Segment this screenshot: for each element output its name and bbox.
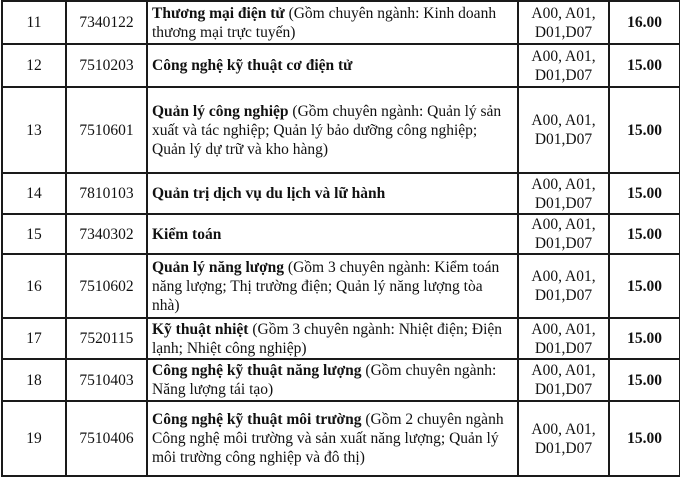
row-number: 17	[2, 318, 66, 359]
combo-line-1: A00, A01,	[531, 112, 596, 129]
major-code: 7510203	[66, 44, 147, 87]
table-row	[2, 44, 680, 87]
major-cell	[147, 214, 518, 254]
major-name: Công nghệ kỹ thuật môi trường	[152, 411, 362, 428]
subject-combination	[518, 359, 609, 401]
row-number: 19	[2, 401, 66, 476]
benchmark-score: 15.00	[609, 214, 680, 254]
benchmark-score: 15.00	[609, 254, 680, 318]
benchmark-score: 15.00	[609, 87, 680, 173]
major-name: Công nghệ kỹ thuật năng lượng	[152, 362, 362, 379]
major-name: Quản trị dịch vụ du lịch và lữ hành	[152, 185, 386, 202]
benchmark-score: 15.00	[609, 401, 680, 476]
row-number: 15	[2, 214, 66, 254]
row-number: 11	[2, 1, 66, 44]
major-cell	[147, 401, 518, 476]
major-code: 7510403	[66, 359, 147, 401]
subject-combination	[518, 1, 609, 44]
major-cell	[147, 173, 518, 214]
row-number: 13	[2, 87, 66, 173]
major-name: Kiểm toán	[152, 225, 222, 243]
admissions-table	[1, 0, 680, 477]
major-detail: (Gồm chuyên ngành: Quản lý sản xuất và tác nghiệp; Quản lý bảo dưỡng công nghiệp; Quản lý dự trữ và kho hàng)	[152, 102, 502, 158]
table-row	[2, 1, 680, 44]
table-row	[2, 254, 680, 318]
subject-combination	[518, 254, 609, 318]
subject-combination	[518, 87, 609, 173]
major-name: Công nghệ kỹ thuật cơ điện tử	[152, 57, 353, 74]
combo-line-1: A00, A01,	[531, 4, 596, 22]
major-code: 7510602	[66, 254, 147, 318]
combo-line-2: D01,D07	[534, 194, 593, 212]
major-cell	[147, 44, 518, 87]
major-name: Kỹ thuật nhiệt	[152, 320, 249, 338]
major-cell	[147, 1, 518, 44]
combo-line-2: D01,D07	[534, 131, 593, 148]
table-row	[2, 359, 680, 401]
benchmark-score: 16.00	[609, 1, 680, 44]
row-number: 16	[2, 254, 66, 318]
major-detail: (Gồm chuyên ngành: Năng lượng tái tạo)	[152, 362, 497, 398]
combo-line-1: A00, A01,	[531, 362, 596, 379]
combo-line-2: D01,D07	[534, 287, 593, 304]
major-detail: (Gồm chuyên ngành: Kinh doanh thương mại trực tuyến)	[152, 4, 497, 41]
combo-line-2: D01,D07	[534, 66, 593, 84]
subject-combination	[518, 44, 609, 87]
combo-line-2: D01,D07	[534, 339, 593, 357]
major-code: 7520115	[66, 318, 147, 359]
subject-combination	[518, 401, 609, 476]
major-detail: (Gồm 3 chuyên ngành: Nhiệt điện; Điện lạnh; Nhiệt công nghiệp)	[152, 320, 503, 357]
benchmark-score: 15.00	[609, 359, 680, 401]
major-code: 7510601	[66, 87, 147, 173]
combo-line-1: A00, A01,	[531, 420, 596, 438]
major-detail: (Gồm 3 chuyên ngành: Kiểm toán năng lượng; Thị trường điện; Quản lý năng lượng tòa nhà)	[152, 258, 500, 314]
combo-line-2: D01,D07	[534, 235, 593, 252]
combo-line-2: D01,D07	[534, 23, 593, 41]
major-code: 7340302	[66, 214, 147, 254]
combo-line-2: D01,D07	[534, 381, 593, 398]
benchmark-score: 15.00	[609, 173, 680, 214]
table-row	[2, 87, 680, 173]
combo-line-1: A00, A01,	[531, 268, 596, 285]
major-cell	[147, 318, 518, 359]
major-cell	[147, 254, 518, 318]
major-cell	[147, 359, 518, 401]
table-row	[2, 318, 680, 359]
table-row	[2, 214, 680, 254]
combo-line-1: A00, A01,	[531, 320, 596, 338]
major-name: Quản lý năng lượng	[152, 258, 285, 276]
major-code: 7510406	[66, 401, 147, 476]
benchmark-score: 15.00	[609, 44, 680, 87]
row-number: 12	[2, 44, 66, 87]
major-code: 7810103	[66, 173, 147, 214]
row-number: 14	[2, 173, 66, 214]
combo-line-1: A00, A01,	[531, 175, 596, 193]
major-name: Quản lý công nghiệp	[152, 102, 289, 120]
major-detail: (Gồm 2 chuyên ngành Công nghệ môi trường và sản xuất năng lượng; Quản lý môi trường công nghiệp và đô thị)	[152, 411, 504, 466]
combo-line-1: A00, A01,	[531, 216, 596, 233]
benchmark-score: 15.00	[609, 318, 680, 359]
major-cell	[147, 87, 518, 173]
subject-combination	[518, 214, 609, 254]
combo-line-1: A00, A01,	[531, 47, 596, 65]
major-code: 7340122	[66, 1, 147, 44]
subject-combination	[518, 318, 609, 359]
table-row	[2, 401, 680, 476]
table-row	[2, 173, 680, 214]
subject-combination	[518, 173, 609, 214]
row-number: 18	[2, 359, 66, 401]
combo-line-2: D01,D07	[534, 439, 593, 457]
major-name: Thương mại điện tử	[152, 4, 285, 22]
